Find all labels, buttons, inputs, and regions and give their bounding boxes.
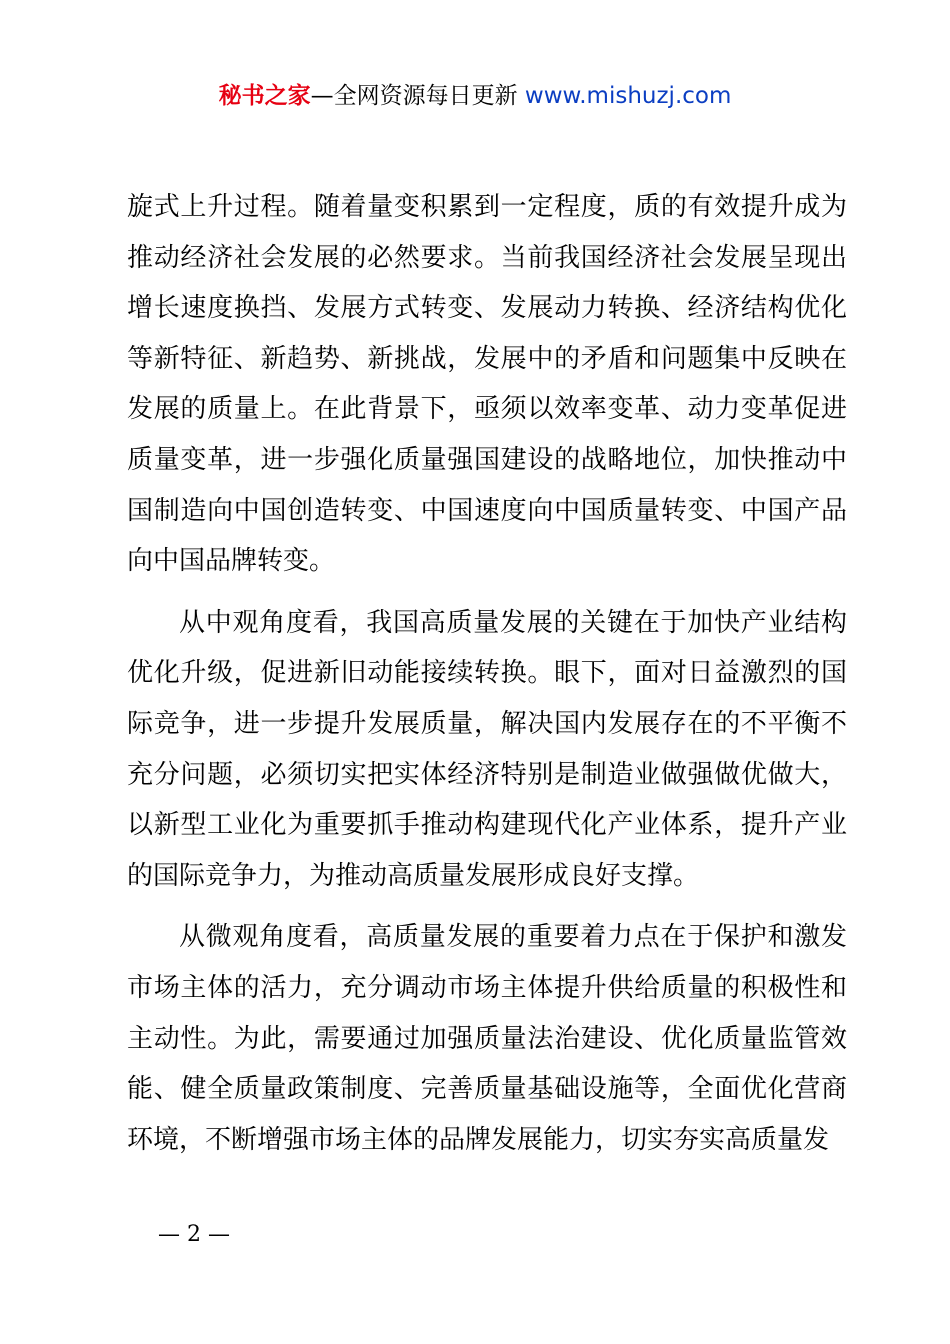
page-header [0, 80, 950, 112]
page-number: — 2 — [158, 1222, 230, 1247]
paragraph-3: 从微观角度看，高质量发展的重要着力点在于保护和激发市场主体的活力，充分调动市场主体提升供给质量的积极性和主动性。为此，需要通过加强质量法治建设、优化质量监管效能、健全质量政策制度、完善质量基础设施等，全面优化营商环境，不断增强市场主体的品牌发展能力，切实夯实高质量发 [127, 922, 847, 1155]
paragraph-2: 从中观角度看，我国高质量发展的关键在于加快产业结构优化升级，促进新旧动能接续转换。眼下，面对日益激烈的国际竞争，进一步提升发展质量，解决国内发展存在的不平衡不充分问题，必须切实把实体经济特别是制造业做强做优做大，以新型工业化为重要抓手推动构建现代化产业体系，提升产业的国际竞争力，为推动高质量发展形成良好支撑。 [127, 607, 847, 891]
header-url[interactable]: www.mishuzj.com [524, 83, 732, 109]
document-body [127, 182, 847, 1165]
paragraph-1: 旋式上升过程。随着量变积累到一定程度，质的有效提升成为推动经济社会发展的必然要求。当前我国经济社会发展呈现出增长速度换挡、发展方式转变、发展动力转换、经济结构优化等新特征、新趋势、新挑战，发展中的矛盾和问题集中反映在发展的质量上。在此背景下，亟须以效率变革、动力变革促进质量变革，进一步强化质量强国建设的战略地位，加快推动中国制造向中国创造转变、中国速度向中国质量转变、中国产品向中国品牌转变。 [127, 192, 847, 577]
header-brand: 秘书之家 [218, 83, 311, 109]
header-tagline: —全网资源每日更新 [310, 83, 525, 109]
